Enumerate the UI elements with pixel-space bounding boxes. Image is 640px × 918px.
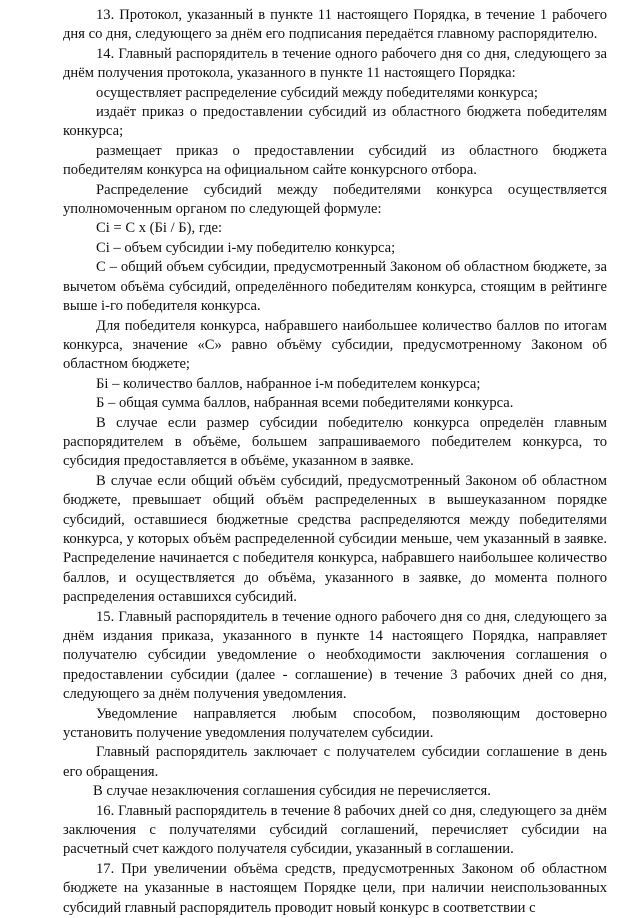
paragraph-distribution-action: осуществляет распределение субсидий между победителями конкурса; [96, 84, 538, 101]
paragraph-17: 17. При увеличении объёма средств, предусмотренных Законом об областном бюджете на указанные в настоящем Порядке цели, при наличии неиспользованных субсидий главный распорядитель проводит новый конкурс в соответствии с [63, 860, 607, 916]
paragraph-14: 14. Главный распорядитель в течение одного рабочего дня со дня, следующего за днём получения протокола, указанного в пункте 11 настоящего Порядка: [63, 45, 607, 82]
paragraph-excess-case: В случае если размер субсидии победителю конкурса определён главным распорядителем в объёме, большем запрашиваемого победителем конкурса, то субсидия предоставляется в объёме, указанном в заявке. [63, 414, 607, 470]
formula-line: Сi = С х (Бi / Б), где: [96, 220, 223, 237]
paragraph-15: 15. Главный распорядитель в течение одного рабочего дня со дня, следующего за днём издания приказа, указанного в пункте 14 настоящего Порядка, направляет получателю субсидии уведомление о необходимости заключения соглашения о предоставлении субсидии (далее - соглашение) в течение 3 рабочих дней со дня, следующего за днём получения уведомления. [63, 608, 607, 703]
formula-definition-c: С – общий объем субсидии, предусмотренный Законом об областном бюджете, за вычетом объёма субсидий, определённого победителям конкурса, стоящим в рейтинге выше i-го победителя конкурса. [63, 259, 607, 315]
formula-definition-bi: Бi – количество баллов, набранное i-м победителем конкурса; [96, 375, 481, 392]
paragraph-publish-action: размещает приказ о предоставлении субсидий из областного бюджета победителям конкурса на официальном сайте конкурсного отбора. [63, 142, 607, 179]
paragraph-no-agreement: В случае незаключения соглашения субсидия не перечисляется. [93, 783, 491, 800]
paragraph-top-winner: Для победителя конкурса, набравшего наибольшее количество баллов по итогам конкурса, значение «С» равно объёму субсидии, предусмотренному Законом об областном бюджете; [63, 317, 607, 373]
paragraph-order-action: издаёт приказ о предоставлении субсидий из областного бюджета победителям конкурса; [63, 104, 607, 140]
paragraph-agreement-day: Главный распорядитель заключает с получателем субсидии соглашение в день его обращения. [63, 744, 607, 780]
paragraph-distribution-formula-intro: Распределение субсидий между победителями конкурса осуществляется уполномоченным органом по следующей формуле: [63, 181, 607, 218]
paragraph-13: 13. Протокол, указанный в пункте 11 настоящего Порядка, в течение 1 рабочего дня со дня, следующего за днём его подписания передаётся главному распорядителю. [63, 7, 607, 43]
formula-definition-b: Б – общая сумма баллов, набранная всеми победителями конкурса. [96, 395, 514, 412]
paragraph-16: 16. Главный распорядитель в течение 8 рабочих дней со дня, следующего за днём заключения с получателями субсидий соглашений, перечисляет субсидии на расчетный счет каждого получателя субсидии, указанный в соглашении. [63, 802, 607, 858]
paragraph-remaining-funds: В случае если общий объём субсидий, предусмотренный Законом об областном бюджете, превышает общий объём распределенных в вышеуказанном порядке субсидий, оставшиеся бюджетные средства распределяются между победителями конкурса, у которых объём распределенной субсидии меньше, чем указанный в заявке. Распределение начинается с победителя конкурса, набравшего наибольшее количество баллов, и осуществляется до объёма, указанного в заявке, до момента полного распределения оставшихся субсидий. [63, 472, 607, 606]
paragraph-notification-method: Уведомление направляется любым способом, позволяющим достоверно установить получение уведомления получателем субсидии. [63, 705, 607, 742]
formula-definition-ci: Сi – объем субсидии i-му победителю конкурса; [96, 239, 396, 256]
